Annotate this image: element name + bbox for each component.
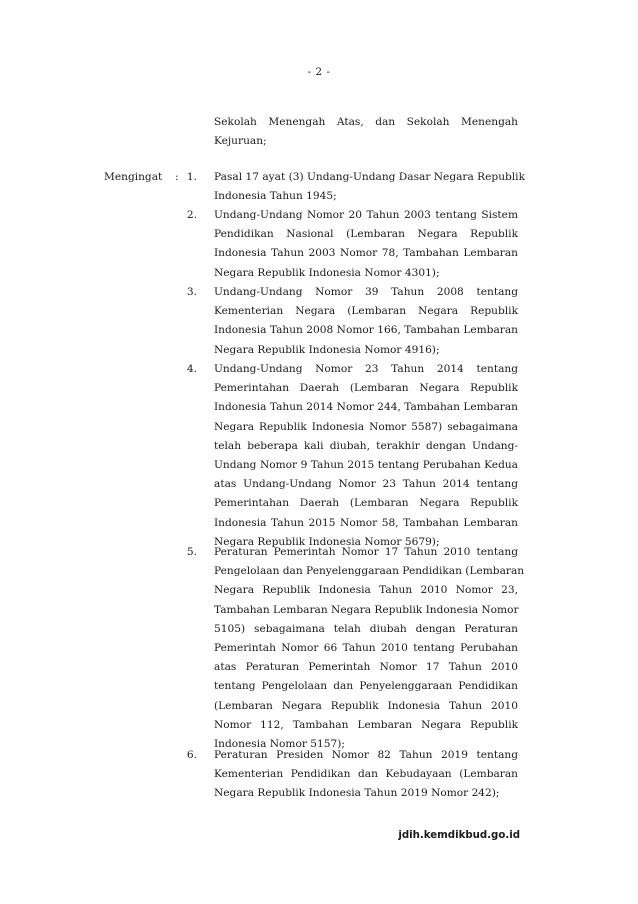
item-line: Undang Nomor 9 Tahun 2015 tentang Perubahan Kedua xyxy=(214,458,518,471)
item-number: 6. xyxy=(186,749,197,761)
footer-site-link[interactable]: jdih.kemdikbud.go.id xyxy=(398,830,520,841)
item-line: Kementerian Pendidikan dan Kebudayaan (Lembaran xyxy=(214,768,518,781)
list-item xyxy=(214,746,518,804)
item-number: 3. xyxy=(186,286,197,298)
item-line: Undang-Undang Nomor 39 Tahun 2008 tentang xyxy=(214,286,518,298)
mengingat-colon: : xyxy=(175,171,179,183)
item-line: Nomor 112, Tambahan Lembaran Negara Republik xyxy=(214,718,518,731)
item-line: 5105) sebagaimana telah diubah dengan Peraturan xyxy=(214,622,518,635)
item-line: Negara Republik Indonesia Nomor 5679); xyxy=(214,535,440,548)
item-line: Indonesia Tahun 2014 Nomor 244, Tambahan Lembaran xyxy=(214,401,518,414)
item-line: Tambahan Lembaran Negara Republik Indonesia Nomor xyxy=(214,603,519,616)
list-item xyxy=(214,283,518,360)
item-line: atas Undang-Undang Nomor 23 Tahun 2014 tentang xyxy=(214,478,518,491)
item-line: Indonesia Nomor 5157); xyxy=(214,737,345,750)
item-line: Indonesia Tahun 1945; xyxy=(214,190,337,203)
item-line: Pemerintah Nomor 66 Tahun 2010 tentang Perubahan xyxy=(214,641,518,654)
item-line: Pengelolaan dan Penyelenggaraan Pendidikan (Lembaran xyxy=(214,565,525,578)
intro-paragraph xyxy=(214,113,518,151)
item-number: 5. xyxy=(186,546,197,558)
item-line: Indonesia Tahun 2015 Nomor 58, Tambahan Lembaran xyxy=(214,516,518,529)
item-line: atas Peraturan Pemerintah Nomor 17 Tahun 2010 xyxy=(214,661,518,674)
item-line: Negara Republik Indonesia Nomor 5587) sebagaimana xyxy=(214,420,518,433)
item-line: Negara Republik Indonesia Tahun 2019 Nomor 242); xyxy=(214,787,500,800)
item-line: telah beberapa kali diubah, terakhir dengan Undang- xyxy=(214,439,518,452)
page-number: - 2 - xyxy=(307,66,331,78)
item-line: Peraturan Presiden Nomor 82 Tahun 2019 tentang xyxy=(214,749,518,761)
item-line: Peraturan Pemerintah Nomor 17 Tahun 2010 tentang xyxy=(214,546,518,558)
mengingat-label: Mengingat xyxy=(104,171,163,183)
item-line: Undang-Undang Nomor 20 Tahun 2003 tentang Sistem xyxy=(214,209,518,221)
item-line: Indonesia Tahun 2008 Nomor 166, Tambahan Lembaran xyxy=(214,324,518,337)
item-line: (Lembaran Negara Republik Indonesia Tahun 2010 xyxy=(214,699,518,712)
item-line: Indonesia Tahun 2003 Nomor 78, Tambahan Lembaran xyxy=(214,247,518,260)
item-line: tentang Pengelolaan dan Penyelenggaraan Pendidikan xyxy=(214,680,518,693)
item-line: Negara Republik Indonesia Nomor 4916); xyxy=(214,343,440,356)
list-item xyxy=(214,543,525,754)
item-line: Pemerintahan Daerah (Lembaran Negara Republik xyxy=(214,382,518,395)
item-number: 1. xyxy=(186,171,197,183)
item-line: Pendidikan Nasional (Lembaran Negara Republik xyxy=(214,228,518,241)
item-line: Negara Republik Indonesia Tahun 2010 Nomor 23, xyxy=(214,584,518,597)
item-line: Kementerian Negara (Lembaran Negara Republik xyxy=(214,305,518,318)
item-line: Negara Republik Indonesia Nomor 4301); xyxy=(214,266,440,279)
intro-line: Sekolah Menengah Atas, dan Sekolah Menengah xyxy=(214,116,518,128)
list-item xyxy=(214,168,525,206)
intro-line: Kejuruan; xyxy=(214,135,267,148)
item-number: 4. xyxy=(186,363,197,375)
list-item xyxy=(214,360,518,552)
item-line: Pasal 17 ayat (3) Undang-Undang Dasar Negara Republik xyxy=(214,171,525,183)
item-number: 2. xyxy=(186,209,197,221)
item-line: Pemerintahan Daerah (Lembaran Negara Republik xyxy=(214,497,518,510)
list-item xyxy=(214,206,518,283)
item-line: Undang-Undang Nomor 23 Tahun 2014 tentang xyxy=(214,363,518,375)
